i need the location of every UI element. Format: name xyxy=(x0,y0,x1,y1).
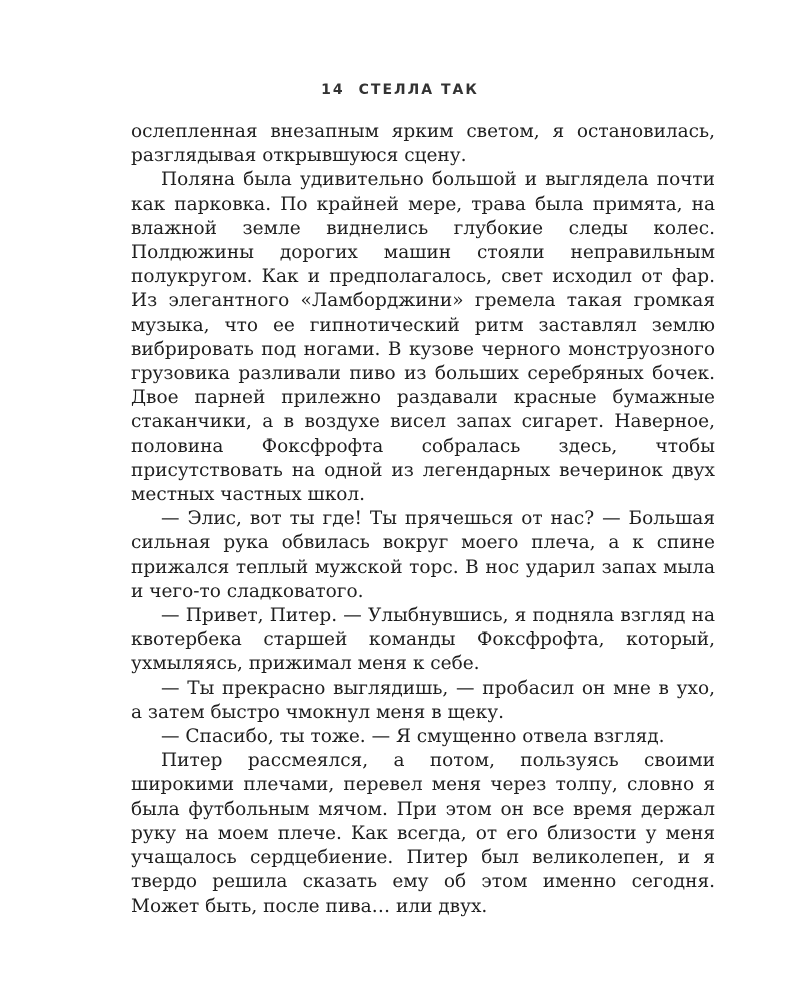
running-head xyxy=(0,82,800,98)
paragraph-dialogue-hello-peter: — Привет, Питер. — Улыбнувшись, я подняла взгляд на квотербека старшей команды Фоксфрофта, который, ухмыляясь, прижимал меня к себе. xyxy=(131,605,715,675)
paragraph-dialogue-compliment: — Ты прекрасно выглядишь, — пробасил он мне в ухо, а затем быстро чмокнул меня в щеку. xyxy=(131,677,715,723)
paragraph-dialogue-peter-greeting: — Элис, вот ты где! Ты прячешься от нас? — Большая сильная рука обвилась вокруг моего плеча, а к спине прижался теплый мужской торс. В нос ударил запах мыла и чего-то сладковатого. xyxy=(131,508,715,602)
paragraph-clearing-description: Поляна была удивительно большой и выглядела почти как парковка. По крайней мере, трава была примята, на влажной земле виднелись глубокие следы колес. Полдюжины дорогих машин стояли неправильным полукругом. Как и предполагалось, свет исходил от фар. Из элегантного «Ламборджини» гремела такая громкая музыка, что ее гипнотический ритм заставлял землю вибрировать под ногами. В кузове черного монструозного грузовика разливали пиво из больших серебряных бочек. Двое парней прилежно раздавали красные бумажные стаканчики, а в воздухе висел запах сигарет. Наверное, половина Фоксфрофта собралась здесь, чтобы присутствовать на одной из легендарных вечеринок двух местных частных школ. xyxy=(131,169,715,506)
paragraph-peter-laughed: Питер рассмеялся, а потом, пользуясь своими широкими плечами, перевел меня через толпу, словно я была футбольным мячом. При этом он все время держал руку на моем плече. Как всегда, от его близости у меня учащалось сердцебиение. Питер был великолепен, и я твердо решила сказать ему об этом именно сегодня. Может быть, после пива… или двух. xyxy=(131,750,715,917)
paragraph-continuation: ослепленная внезапным ярким светом, я остановилась, разглядывая открывшуюся сцену. xyxy=(131,121,715,167)
body-text xyxy=(131,120,715,919)
page-number: 14 xyxy=(321,82,345,98)
author-name: СТЕЛЛА ТАК xyxy=(358,82,479,98)
paragraph-dialogue-thanks: — Спасибо, ты тоже. — Я смущенно отвела взгляд. xyxy=(161,726,665,748)
